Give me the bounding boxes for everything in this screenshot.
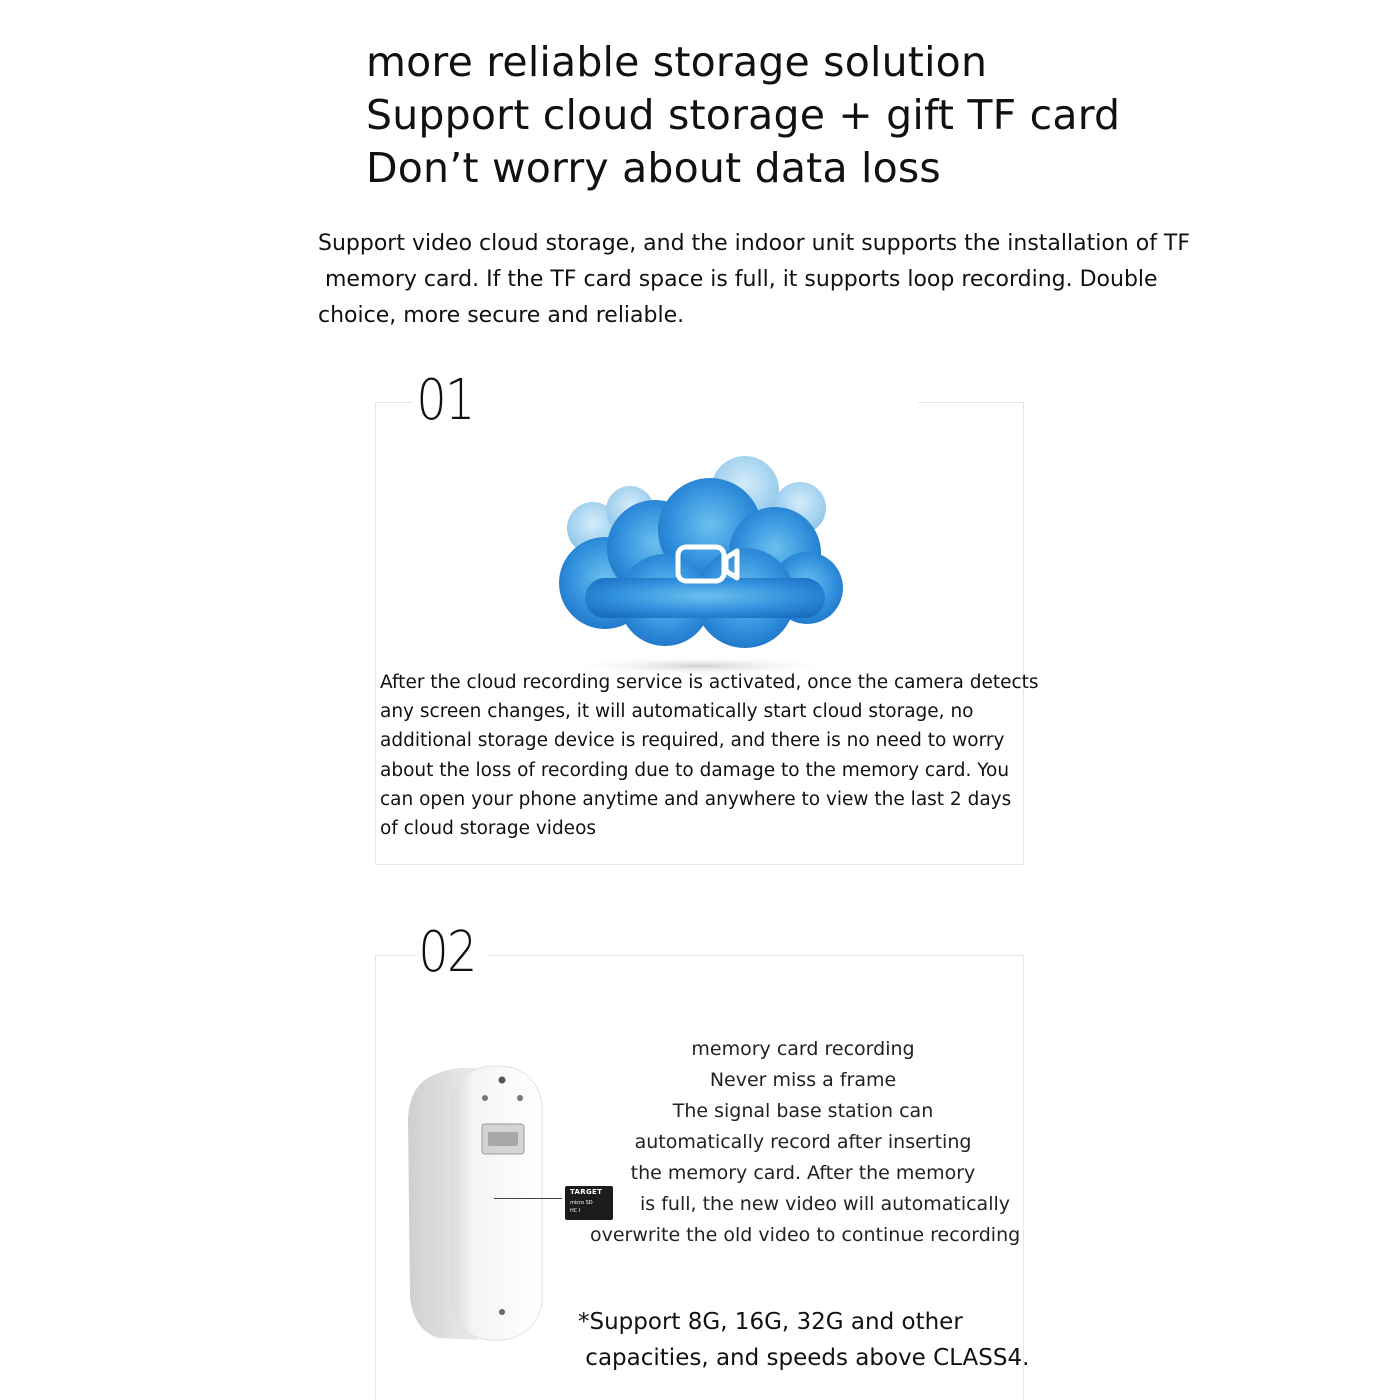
intro-line-3: choice, more secure and reliable. [318, 303, 685, 328]
section-2-top-border-left [375, 955, 417, 956]
section-1-line: any screen changes, it will automatically start cloud storage, no [380, 701, 974, 723]
capacity-note [578, 1304, 1029, 1376]
headline-line-1: more reliable storage solution [366, 38, 988, 86]
section-2-description [590, 1034, 1021, 1251]
section-1-line: After the cloud recording service is activated, once the camera detects [380, 672, 1039, 693]
tf-card-class: HC I [570, 1208, 581, 1214]
section-2-line: Never miss a frame [709, 1069, 897, 1091]
capacity-note-line-1: *Support 8G, 16G, 32G and other [578, 1309, 963, 1335]
capacity-note-line-2: capacities, and speeds above CLASS4. [578, 1345, 1030, 1371]
section-2-number: 02 [415, 920, 479, 985]
doorbell-base-station-icon [398, 1058, 548, 1348]
cloud-camera-icon [545, 448, 855, 678]
section-1-description [380, 668, 1039, 843]
section-1-top-border-left [375, 402, 417, 403]
section-1-line: of cloud storage videos [380, 818, 597, 840]
section-1-top-border-right [918, 402, 1024, 403]
section-2-line: automatically record after inserting [634, 1131, 972, 1153]
section-1-line: can open your phone anytime and anywhere to view the last 2 days [380, 788, 1012, 810]
section-2-line: memory card recording [691, 1038, 915, 1060]
headline-line-2: Support cloud storage + gift TF card [366, 91, 1121, 139]
section-2-line: the memory card. After the memory [630, 1162, 976, 1184]
section-1-number: 01 [413, 368, 477, 433]
headline [366, 36, 1120, 195]
pointer-line [494, 1198, 562, 1199]
tf-card-type: micro SD [570, 1200, 593, 1206]
intro-line-1: Support video cloud storage, and the indoor unit supports the installation of TF [318, 231, 1191, 256]
section-2-line: is full, the new video will automatically [640, 1193, 1010, 1215]
tf-card-brand: TARGET [570, 1188, 603, 1196]
section-2-line: overwrite the old video to continue recording [590, 1224, 1021, 1246]
section-1-line: additional storage device is required, and there is no need to worry [380, 730, 1005, 752]
intro-paragraph [318, 226, 1198, 334]
headline-line-3: Don’t worry about data loss [366, 144, 941, 192]
section-2-top-border-right [488, 955, 1024, 956]
intro-line-2: memory card. If the TF card space is full, it supports loop recording. Double [318, 267, 1158, 292]
section-1-line: about the loss of recording due to damage to the memory card. You [380, 759, 1010, 781]
section-2-line: The signal base station can [672, 1100, 934, 1122]
